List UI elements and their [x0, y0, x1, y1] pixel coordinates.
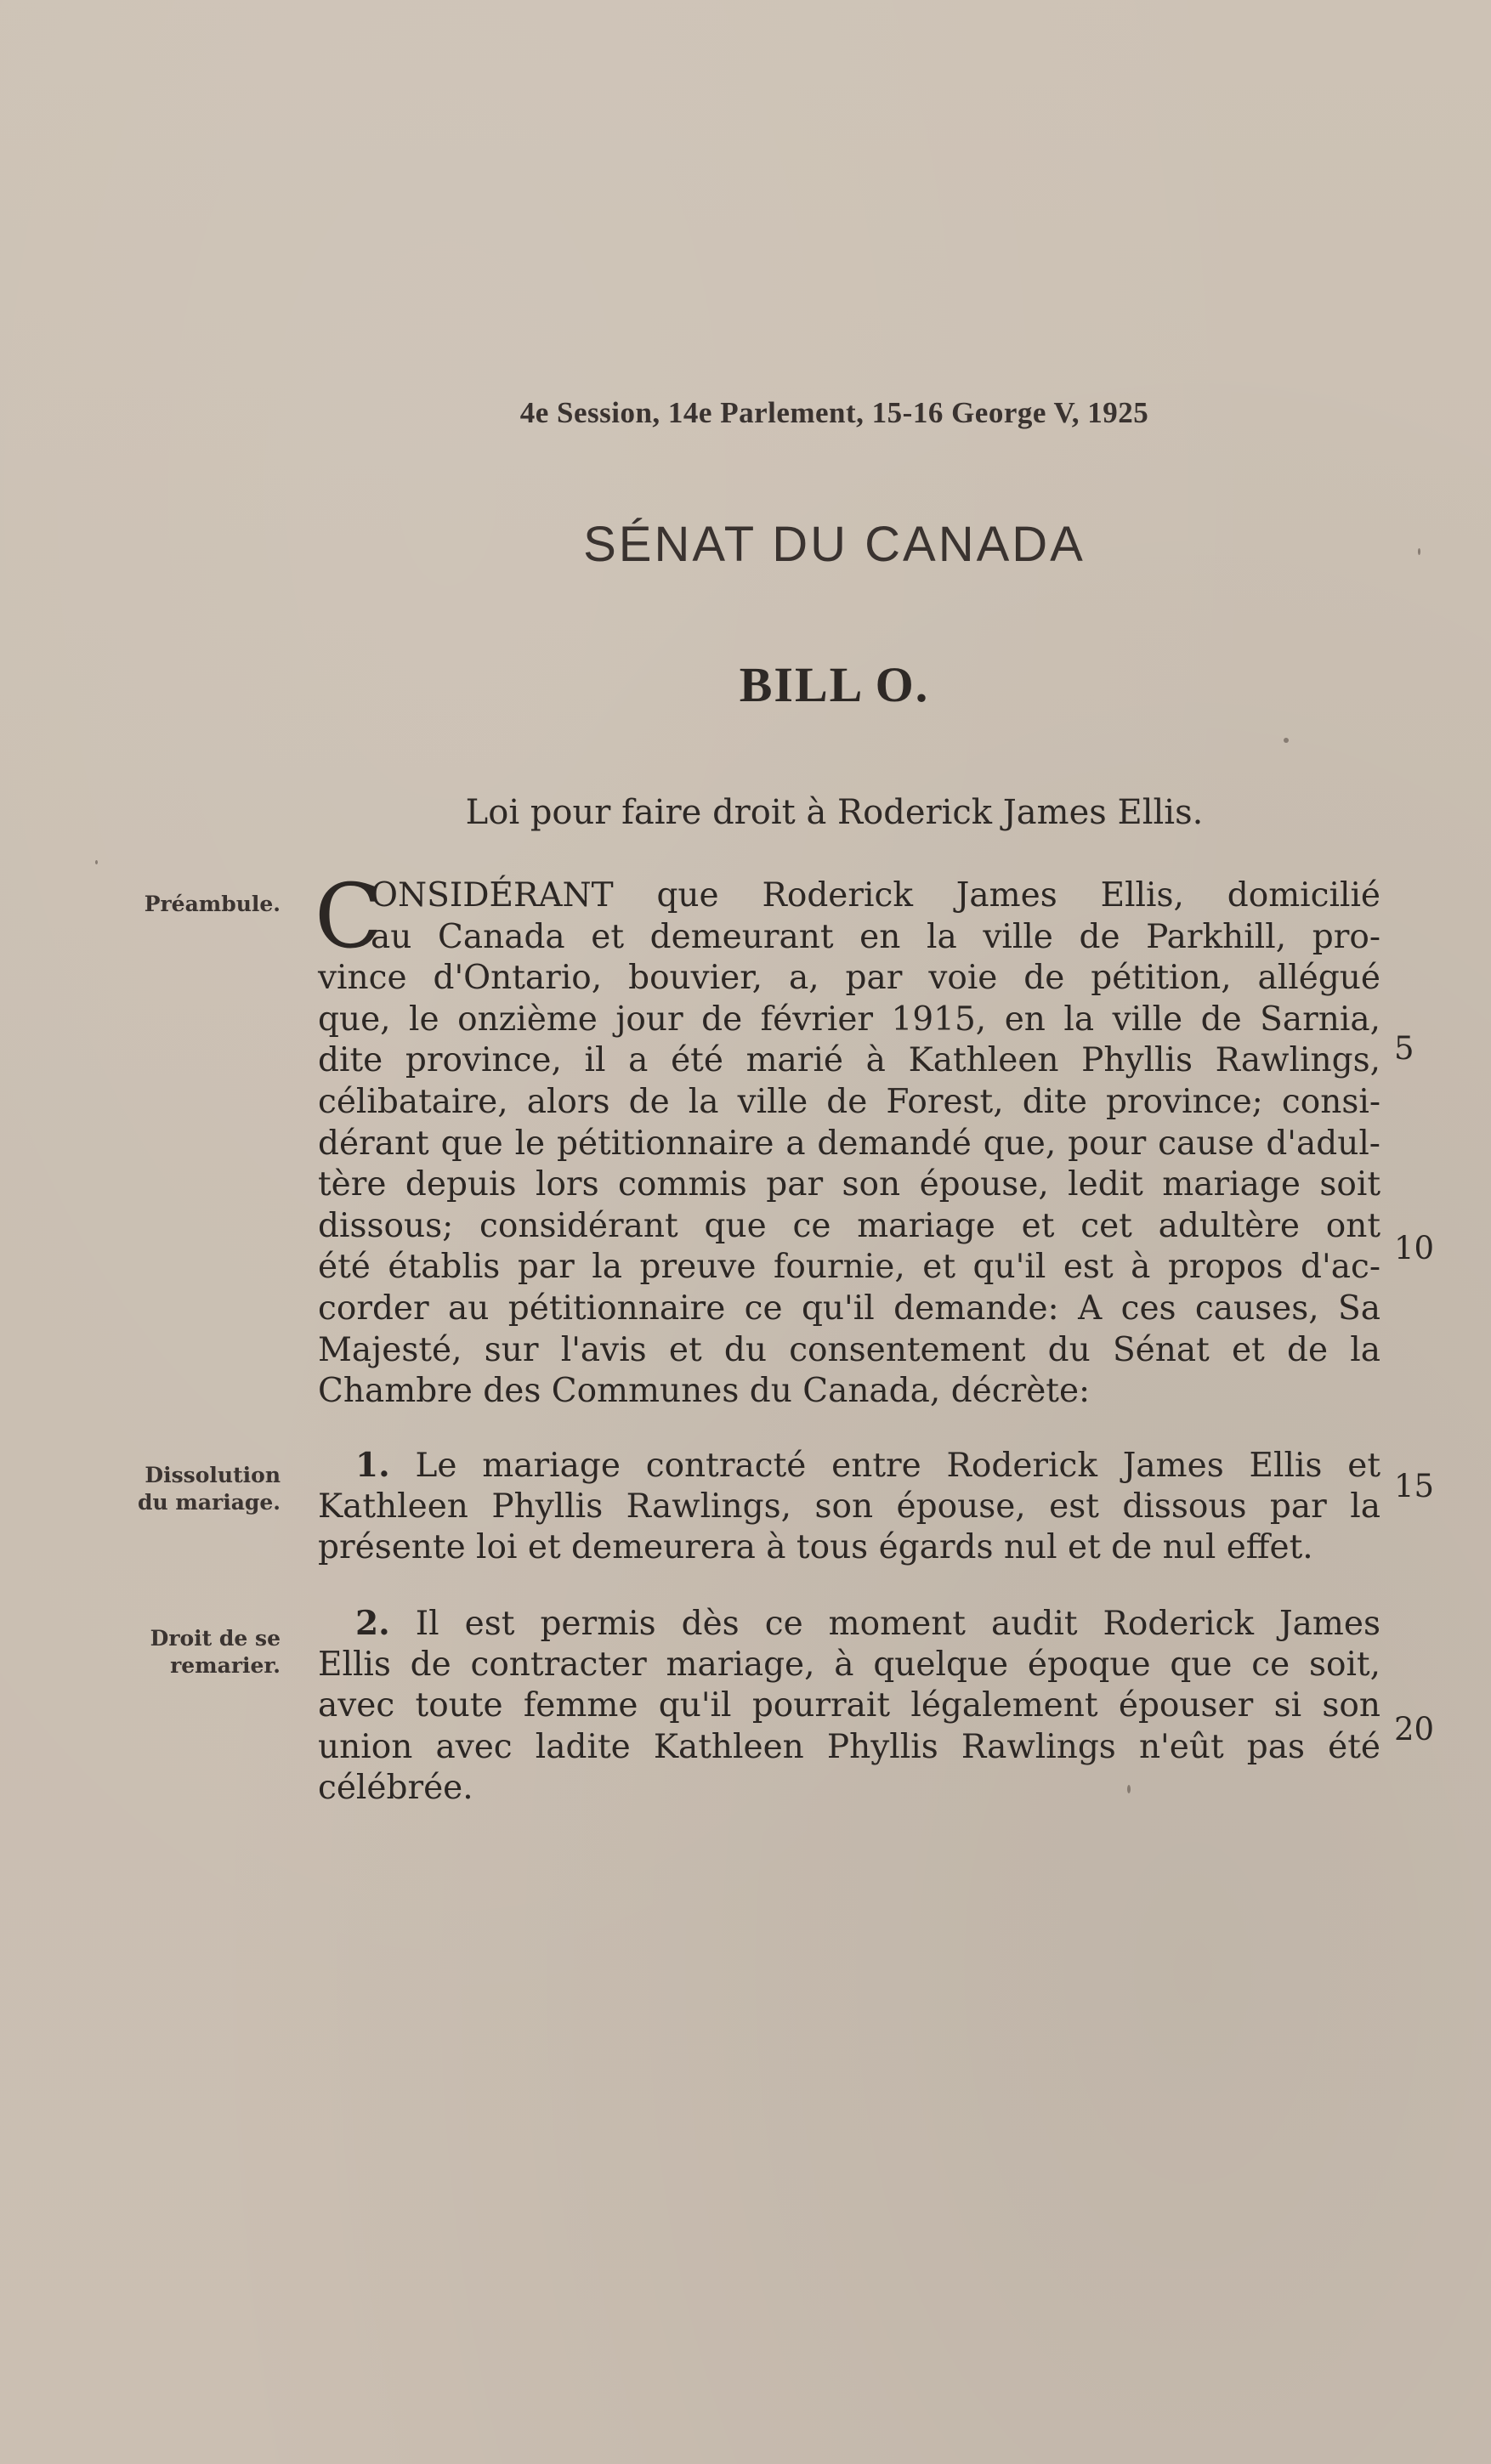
section-2-first-line: [318, 1603, 1380, 1645]
section-1-number: 1.: [355, 1446, 390, 1485]
section-2-line: célébrée.: [318, 1769, 473, 1808]
preamble-line: dissous; considérant que ce mariage et cet adultère ont: [318, 1206, 1380, 1245]
line-number: 20: [1394, 1711, 1435, 1747]
preamble-line: ONSIDÉRANT que Roderick James Ellis, domicilié: [371, 876, 1380, 915]
preamble-line: dite province, il a été marié à Kathleen Phyllis Rawlings,: [318, 1041, 1380, 1080]
paper-speck: [95, 860, 98, 864]
preamble-line: été établis par la preuve fournie, et qu'il est à propos d'ac-: [318, 1248, 1380, 1287]
section-1-first-line: [318, 1445, 1380, 1487]
preamble-line: tère depuis lors commis par son épouse, ledit mariage soit: [318, 1165, 1380, 1204]
section-2-line: Il est permis dès ce moment audit Roderick James: [415, 1605, 1380, 1643]
bill-title: BILL O.: [739, 657, 930, 712]
line-number: 15: [1394, 1468, 1435, 1504]
section-1-line: Kathleen Phyllis Rawlings, son épouse, est dissous par la: [318, 1487, 1380, 1526]
margin-note-dissolution-line1: Dissolution: [145, 1463, 281, 1487]
section-2-line: avec toute femme qu'il pourrait légalement épouser si son: [318, 1686, 1380, 1725]
preamble-line: dérant que le pétitionnaire a demandé que, pour cause d'adul-: [318, 1124, 1380, 1163]
preamble-paragraph: [315, 864, 1380, 1413]
section-1-line: présente loi et demeurera à tous égards nul et de nul effet.: [318, 1528, 1313, 1567]
section-1-paragraph: [318, 1445, 1380, 1569]
preamble-line: vince d'Ontario, bouvier, a, par voie de pétition, allégué: [318, 959, 1380, 998]
preamble-line: célibataire, alors de la ville de Forest, dite province; consi-: [318, 1082, 1380, 1121]
margin-note-dissolution: [77, 1462, 281, 1516]
margin-note-remarry: [77, 1625, 281, 1679]
preamble-line: au Canada et demeurant en la ville de Parkhill, pro-: [371, 917, 1380, 956]
session-line: 4e Session, 14e Parlement, 15-16 George V, 1925: [519, 396, 1149, 429]
margin-note-preamble: Préambule.: [144, 892, 281, 916]
preamble-line: Majesté, sur l'avis et du consentement du Sénat et de la: [318, 1330, 1380, 1369]
line-number: 10: [1394, 1230, 1435, 1266]
paper-speck: [1418, 548, 1420, 555]
line-number: 5: [1394, 1030, 1414, 1067]
section-2-paragraph: [318, 1603, 1380, 1810]
paper-speck: [1127, 1785, 1131, 1793]
section-1-line: Le mariage contracté entre Roderick James Ellis et: [415, 1447, 1380, 1485]
preamble-dropcap: C: [315, 864, 383, 968]
preamble-line: Chambre des Communes du Canada, décrète:: [318, 1372, 1091, 1411]
paper-speck: [1284, 738, 1289, 743]
chamber-title: SÉNAT DU CANADA: [583, 517, 1086, 572]
margin-note-remarry-line2: remarier.: [170, 1653, 281, 1678]
margin-note-dissolution-line2: du mariage.: [138, 1490, 281, 1515]
act-title: Loi pour faire droit à Roderick James Ellis.: [465, 793, 1204, 832]
section-2-line: Ellis de contracter mariage, à quelque époque que ce soit,: [318, 1645, 1380, 1684]
section-2-line: union avec ladite Kathleen Phyllis Rawlings n'eût pas été: [318, 1727, 1380, 1766]
section-2-number: 2.: [355, 1604, 390, 1643]
margin-note-remarry-line1: Droit de se: [150, 1626, 281, 1651]
preamble-line: que, le onzième jour de février 1915, en la ville de Sarnia,: [318, 1000, 1380, 1039]
preamble-line: corder au pétitionnaire ce qu'il demande: A ces causes, Sa: [318, 1289, 1380, 1328]
